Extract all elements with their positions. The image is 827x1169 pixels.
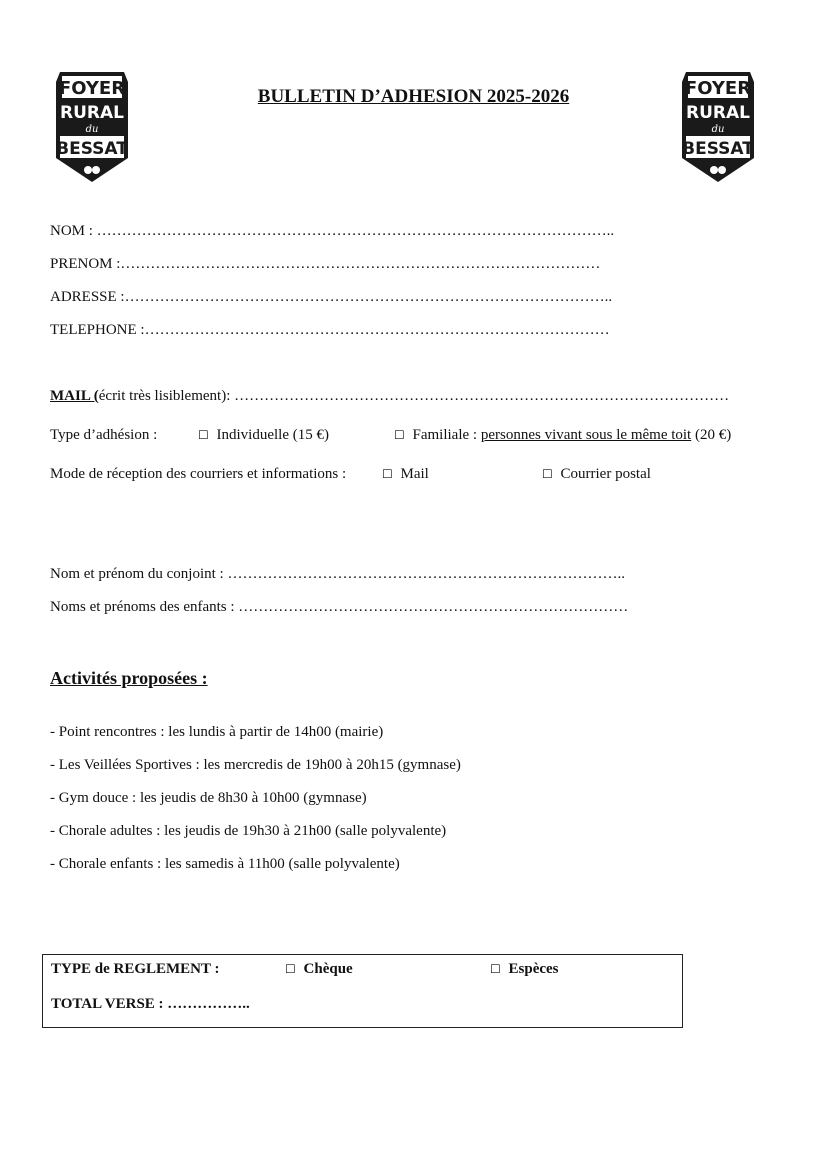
- logo-word-foyer: FOYER: [684, 78, 752, 99]
- logo-word-bessat: BESSAT: [682, 139, 754, 159]
- adhesion-familial-prefix: Familiale :: [412, 427, 481, 443]
- logo-word-bessat: BESSAT: [56, 139, 128, 159]
- checkbox-icon[interactable]: ☐: [285, 962, 296, 976]
- reception-postal-label: Courrier postal: [560, 466, 651, 482]
- adhesion-label: Type d’adhésion :: [50, 427, 158, 443]
- logo-word-rural: RURAL: [686, 103, 750, 123]
- reception-postal-option[interactable]: [542, 466, 651, 483]
- checkbox-icon[interactable]: ☐: [198, 428, 209, 442]
- payment-especes-label: Espèces: [508, 961, 559, 977]
- reception-mail-option[interactable]: [382, 466, 429, 483]
- payment-cheque-label: Chèque: [303, 961, 353, 977]
- telephone-field[interactable]: TELEPHONE :…………………………………………………………………………………: [50, 322, 610, 338]
- activity-item: - Chorale enfants : les samedis à 11h00 (salle polyvalente): [50, 856, 400, 872]
- total-verse-field[interactable]: TOTAL VERSE : ……………..: [51, 996, 250, 1012]
- activity-item: - Chorale adultes : les jeudis de 19h30 à 21h00 (salle polyvalente): [50, 823, 447, 839]
- payment-box: [42, 954, 683, 1028]
- adhesion-individual-label: Individuelle (15 €): [216, 427, 329, 443]
- adhesion-familial-option[interactable]: [394, 427, 731, 444]
- logo-word-du: du: [711, 124, 725, 135]
- checkbox-icon[interactable]: ☐: [382, 467, 393, 481]
- activity-item: - Les Veillées Sportives : les mercredis de 19h00 à 20h15 (gymnase): [50, 757, 461, 773]
- page-title: BULLETIN D’ADHESION 2025-2026: [257, 86, 570, 107]
- checkbox-icon[interactable]: ☐: [394, 428, 405, 442]
- mail-note: écrit très lisiblement): ………………………………………………………………………………………: [98, 388, 730, 404]
- reception-mail-label: Mail: [400, 466, 429, 482]
- logo-word-foyer: FOYER: [58, 78, 126, 99]
- adresse-field[interactable]: ADRESSE :……………………………………………………………………………………..: [50, 289, 613, 305]
- checkbox-icon[interactable]: ☐: [542, 467, 553, 481]
- logo-word-du: du: [85, 124, 99, 135]
- checkbox-icon[interactable]: ☐: [490, 962, 501, 976]
- foyer-rural-logo-right: [678, 66, 758, 190]
- mail-label: MAIL (: [50, 388, 99, 404]
- conjoint-field[interactable]: Nom et prénom du conjoint : ……………………………………………………………………..: [50, 566, 625, 582]
- activities-title: Activités proposées :: [50, 668, 208, 688]
- adhesion-familial-underlined: personnes vivant sous le même toit: [480, 427, 692, 443]
- mail-field[interactable]: [50, 388, 729, 405]
- payment-especes-option[interactable]: [490, 961, 559, 978]
- reception-label: Mode de réception des courriers et informations :: [50, 466, 347, 482]
- adhesion-familial-suffix: (20 €): [691, 427, 732, 443]
- enfants-field[interactable]: Noms et prénoms des enfants : ……………………………………………………………………: [50, 599, 629, 615]
- logo-word-rural: RURAL: [60, 103, 124, 123]
- payment-cheque-option[interactable]: [285, 961, 353, 978]
- adhesion-individual-option[interactable]: [198, 427, 329, 444]
- foyer-rural-logo-left: [52, 66, 132, 190]
- prenom-field[interactable]: PRENOM :……………………………………………………………………………………: [50, 256, 601, 272]
- payment-type-label: TYPE de REGLEMENT :: [51, 961, 220, 977]
- activity-item: - Point rencontres : les lundis à partir de 14h00 (mairie): [50, 724, 384, 740]
- activity-item: - Gym douce : les jeudis de 8h30 à 10h00 (gymnase): [50, 790, 367, 806]
- nom-field[interactable]: NOM : …………………………………………………………………………………………..: [50, 223, 615, 239]
